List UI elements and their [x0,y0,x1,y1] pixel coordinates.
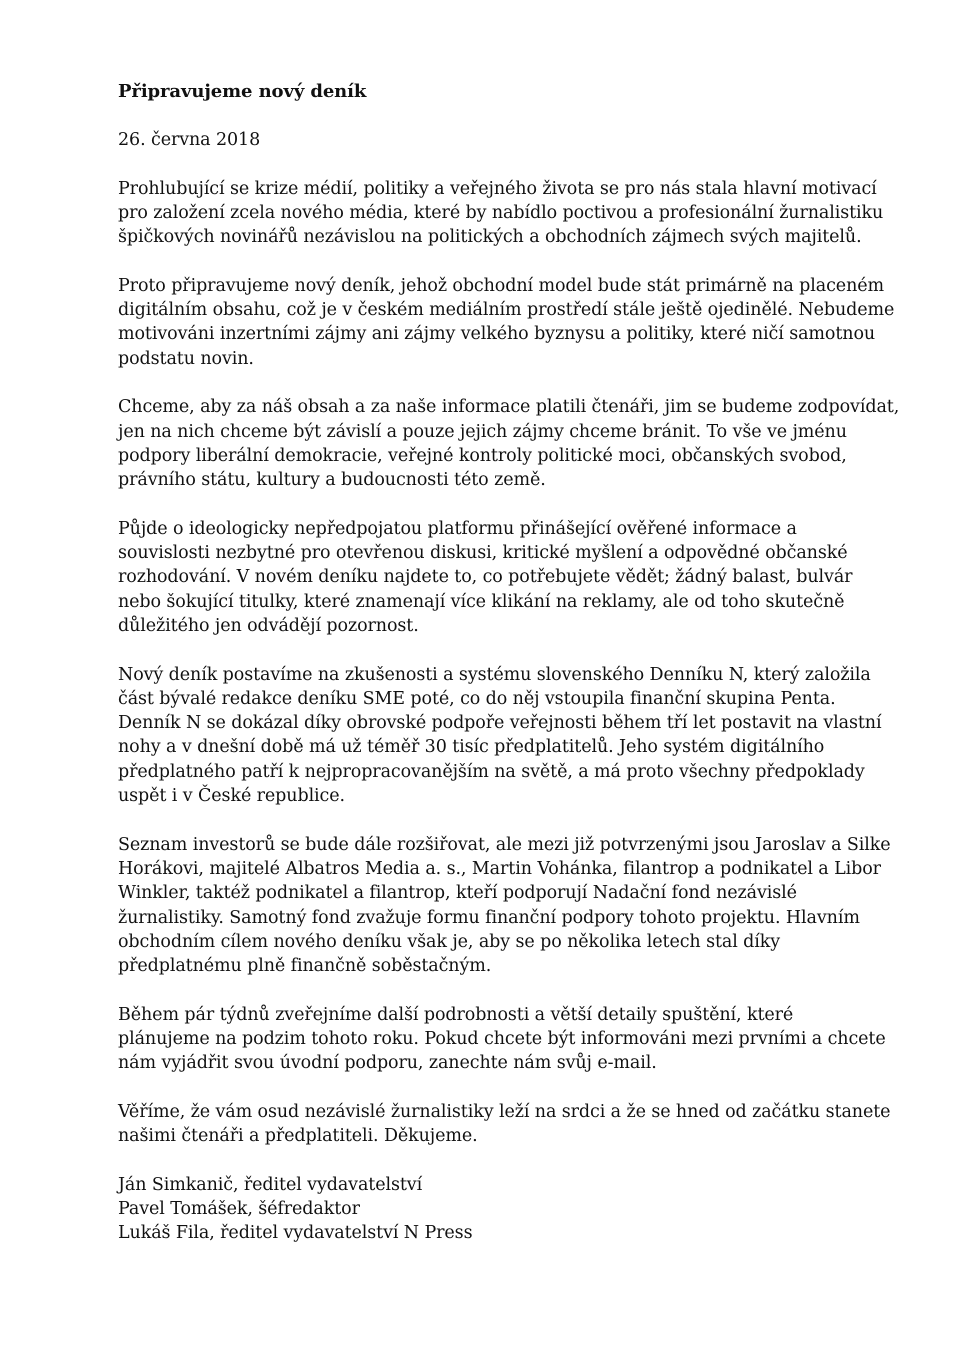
paragraph-line: uspět i v České republice. [118,786,345,807]
paragraph-line: právního státu, kultury a budoucnosti této země. [118,470,546,491]
paragraph-8 [118,1100,898,1149]
paragraph-line: podstatu novin. [118,348,254,369]
signature-line: Pavel Tomášek, šéfredaktor [118,1199,360,1220]
paragraph-line: Během pár týdnů zveřejníme další podrobnosti a větší detaily spuštění, které [118,1004,794,1025]
paragraph-line: našimi čtenáři a předplatiteli. Děkujeme. [118,1126,478,1147]
paragraph-line: Proto připravujeme nový deník, jehož obchodní model bude stát primárně na placeném [118,275,884,296]
paragraph-line: rozhodování. V novém deníku najdete to, co potřebujete vědět; žádný balast, bulvár [118,567,853,588]
document-date: 26. června 2018 [118,130,261,151]
paragraph-6 [118,833,898,979]
paragraph-line: pro založení zcela nového média, které by nabídlo poctivou a profesionální žurnalistiku [118,202,884,223]
paragraph-line: Chceme, aby za náš obsah a za naše informace platili čtenáři, jim se budeme zodpovídat, [118,397,900,418]
paragraph-line: podpory liberální demokracie, veřejné kontroly politické moci, občanských svobod, [118,445,847,466]
paragraph-line: špičkových novinářů nezávislou na politických a obchodních zájmech svých majitelů. [118,227,862,248]
paragraph-line: část bývalé redakce deníku SME poté, co do něj vstoupila finanční skupina Penta. [118,688,836,709]
signature-line: Lukáš Fila, ředitel vydavatelství N Press [118,1223,473,1244]
paragraph-line: Prohlubující se krize médií, politiky a veřejného života se pro nás stala hlavní motivací [118,178,877,199]
paragraph-line: předplatného patří k nejpropracovanějším na světě, a má proto všechny předpoklady [118,761,865,782]
paragraph-line: motivováni inzertními zájmy ani zájmy velkého byznysu a politiky, které ničí samotnou [118,324,876,345]
paragraph-line: digitálním obsahu, což je v českém mediálním prostředí stále ještě ojedinělé. Nebudeme [118,300,895,321]
paragraph-1 [118,177,898,250]
paragraph-line: Winkler, taktéž podnikatel a filantrop, kteří podporují Nadační fond nezávislé [118,883,797,904]
paragraph-line: předplatnému plně finančně soběstačným. [118,956,492,977]
paragraph-line: Seznam investorů se bude dále rozšiřovat, ale mezi již potvrzenými jsou Jaroslav a Silke [118,834,891,855]
paragraph-line: Horákovi, majitelé Albatros Media a. s., Martin Vohánka, filantrop a podnikatel a Libor [118,858,881,879]
paragraph-5 [118,663,898,809]
paragraph-line: souvislosti nezbytné pro otevřenou diskusi, kritické myšlení a odpovědné občanské [118,543,848,564]
paragraph-line: nám vyjádřit svou úvodní podporu, zanechte nám svůj e-mail. [118,1053,657,1074]
paragraph-line: jen na nich chceme být závislí a pouze jejich zájmy chceme bránit. To vše ve jménu [118,421,847,442]
paragraph-4 [118,517,898,638]
paragraph-line: nebo šokující titulky, které znamenají více klikání na reklamy, ale od toho skutečně [118,591,845,612]
paragraph-2 [118,274,898,371]
signature-block [118,1173,898,1246]
paragraph-7 [118,1003,898,1076]
paragraph-line: Půjde o ideologicky nepředpojatou platformu přinášející ověřené informace a [118,518,797,539]
paragraph-line: Věříme, že vám osud nezávislé žurnalistiky leží na srdci a že se hned od začátku stanete [118,1101,891,1122]
paragraph-line: důležitého jen odvádějí pozornost. [118,615,419,636]
document-title: Připravujeme nový deník [118,81,367,102]
paragraph-line: Nový deník postavíme na zkušenosti a systému slovenského Denníku N, který založila [118,664,871,685]
signature-line: Ján Simkanič, ředitel vydavatelství [118,1174,423,1195]
paragraph-line: žurnalistiky. Samotný fond zvažuje formu finanční podpory tohoto projektu. Hlavním [118,907,860,928]
paragraph-line: obchodním cílem nového deníku však je, aby se po několika letech stal díky [118,931,781,952]
paragraph-line: nohy a v dnešní době má už téměř 30 tisíc předplatitelů. Jeho systém digitálního [118,737,825,758]
paragraph-3 [118,395,898,492]
paragraph-line: Denník N se dokázal díky obrovské podpoře veřejnosti během tří let postavit na vlastní [118,713,882,734]
document-body [118,80,898,1246]
paragraph-line: plánujeme na podzim tohoto roku. Pokud chcete být informováni mezi prvními a chcete [118,1028,886,1049]
